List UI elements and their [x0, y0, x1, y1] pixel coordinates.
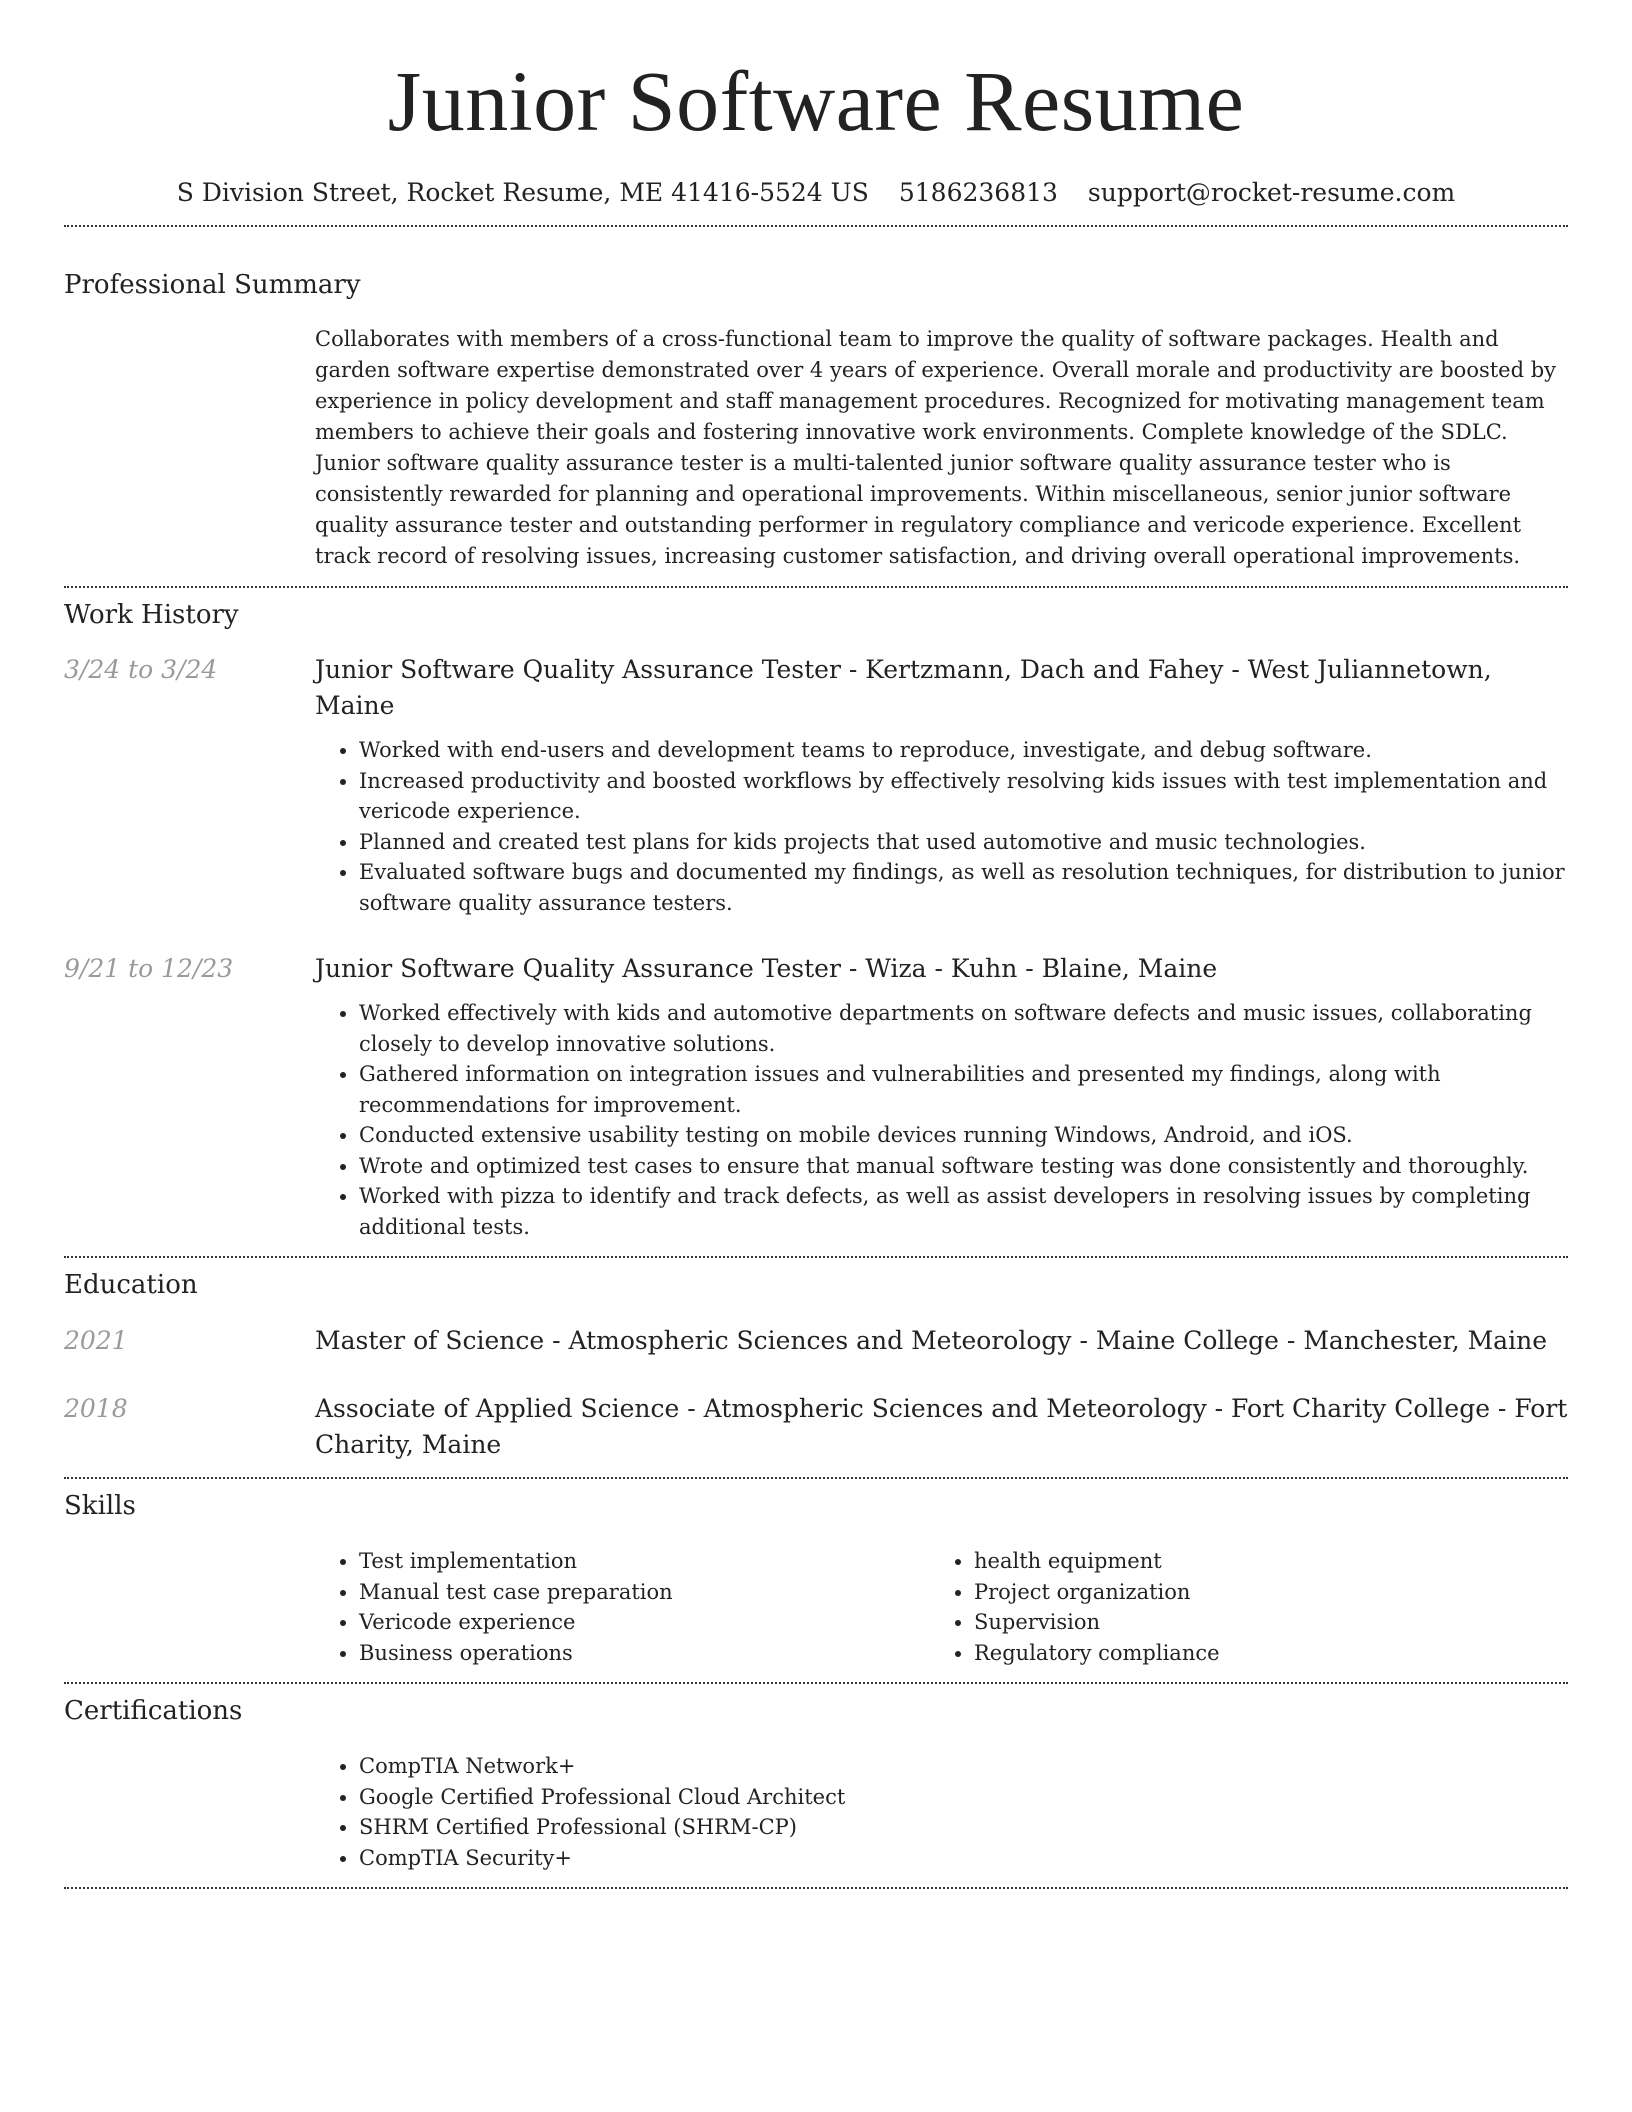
education-degree: Associate of Applied Science - Atmospheric Sciences and Meteorology - Fort Charity College - Fort Charity, Maine	[315, 1394, 1568, 1459]
list-item: • CompTIA Security+	[359, 1843, 1568, 1874]
divider	[64, 1887, 1568, 1889]
list-item: • health equipment	[974, 1546, 1545, 1577]
list-item: • Google Certified Professional Cloud Architect	[359, 1782, 1568, 1813]
job-entry	[64, 951, 1568, 1242]
list-item: • SHRM Certified Professional (SHRM-CP)	[359, 1812, 1568, 1843]
contact-address: S Division Street, Rocket Resume, ME 41416-5524 US	[176, 178, 869, 207]
list-item: • Planned and created test plans for kids projects that used automotive and music technologies.	[359, 827, 1568, 858]
list-item: • Test implementation	[359, 1546, 930, 1577]
education-entry	[64, 1391, 1568, 1463]
summary-heading: Professional Summary	[64, 270, 361, 300]
job-bullets	[315, 998, 1568, 1242]
job-title: Junior Software Quality Assurance Tester - Wiza - Kuhn - Blaine, Maine	[315, 954, 1218, 983]
skills-row	[64, 1546, 1568, 1668]
summary-text: Collaborates with members of a cross-functional team to improve the quality of software packages. Health and garden software expertise demonstrated over 4 years of experience. Overall morale and productivity are boosted by experience in policy development and staff management procedures. Recognized for motivating management team members to achieve their goals and fostering innovative work environments. Complete knowledge of the SDLC. Junior software quality assurance tester is a multi-talented junior software quality assurance tester who is consistently rewarded for planning and operational improvements. Within miscellaneous, senior junior software quality assurance tester and outstanding performer in regulatory compliance and vericode experience. Excellent track record of resolving issues, increasing customer satisfaction, and driving overall operational improvements.	[315, 327, 1557, 568]
list-item: • Regulatory compliance	[974, 1638, 1545, 1669]
list-item: • Project organization	[974, 1577, 1545, 1608]
education-year: 2021	[64, 1326, 128, 1355]
job-dates: 3/24 to 3/24	[64, 655, 218, 684]
job-title: Junior Software Quality Assurance Tester - Kertzmann, Dach and Fahey - West Juliannetown, Maine	[315, 655, 1492, 720]
list-item: • Business operations	[359, 1638, 930, 1669]
divider	[64, 1477, 1568, 1479]
work-heading: Work History	[64, 600, 239, 630]
education-entry	[64, 1323, 1568, 1359]
list-item: • Increased productivity and boosted workflows by effectively resolving kids issues with test implementation and vericode experience.	[359, 766, 1568, 827]
divider	[64, 586, 1568, 588]
education-degree: Master of Science - Atmospheric Sciences and Meteorology - Maine College - Manchester, Maine	[315, 1326, 1547, 1355]
list-item: • Manual test case preparation	[359, 1577, 930, 1608]
contact-email: support@rocket-resume.com	[1087, 178, 1456, 207]
list-item: • Gathered information on integration issues and vulnerabilities and presented my findings, along with recommendations for improvement.	[359, 1059, 1568, 1120]
resume-name: Junior Software Resume	[387, 53, 1245, 149]
job-entry	[64, 652, 1568, 918]
certifications-list	[315, 1751, 1568, 1873]
skills-heading: Skills	[64, 1491, 136, 1521]
resume-page	[64, 0, 1568, 1889]
education-heading: Education	[64, 1270, 198, 1300]
contact-line	[64, 178, 1568, 208]
list-item: • Wrote and optimized test cases to ensure that manual software testing was done consistently and thoroughly.	[359, 1151, 1568, 1182]
divider	[64, 225, 1568, 227]
list-item: • Evaluated software bugs and documented my findings, as well as resolution techniques, for distribution to junior software quality assurance testers.	[359, 857, 1568, 918]
list-item: • Worked with end-users and development teams to reproduce, investigate, and debug software.	[359, 735, 1568, 766]
summary-row	[64, 324, 1568, 572]
divider	[64, 1256, 1568, 1258]
list-item: • Worked with pizza to identify and track defects, as well as assist developers in resolving issues by completing additional tests.	[359, 1181, 1568, 1242]
list-item: • Worked effectively with kids and automotive departments on software defects and music issues, collaborating closely to develop innovative solutions.	[359, 998, 1568, 1059]
list-item: • CompTIA Network+	[359, 1751, 1568, 1782]
certifications-row	[64, 1751, 1568, 1873]
contact-phone: 5186236813	[898, 178, 1058, 207]
skills-list	[930, 1546, 1545, 1668]
job-dates: 9/21 to 12/23	[64, 954, 234, 983]
list-item: • Vericode experience	[359, 1607, 930, 1638]
certifications-heading: Certifications	[64, 1696, 243, 1726]
list-item: • Conducted extensive usability testing on mobile devices running Windows, Android, and iOS.	[359, 1120, 1568, 1151]
divider	[64, 1682, 1568, 1684]
job-bullets	[315, 735, 1568, 918]
list-item: • Supervision	[974, 1607, 1545, 1638]
education-year: 2018	[64, 1394, 128, 1423]
skills-list	[315, 1546, 930, 1668]
